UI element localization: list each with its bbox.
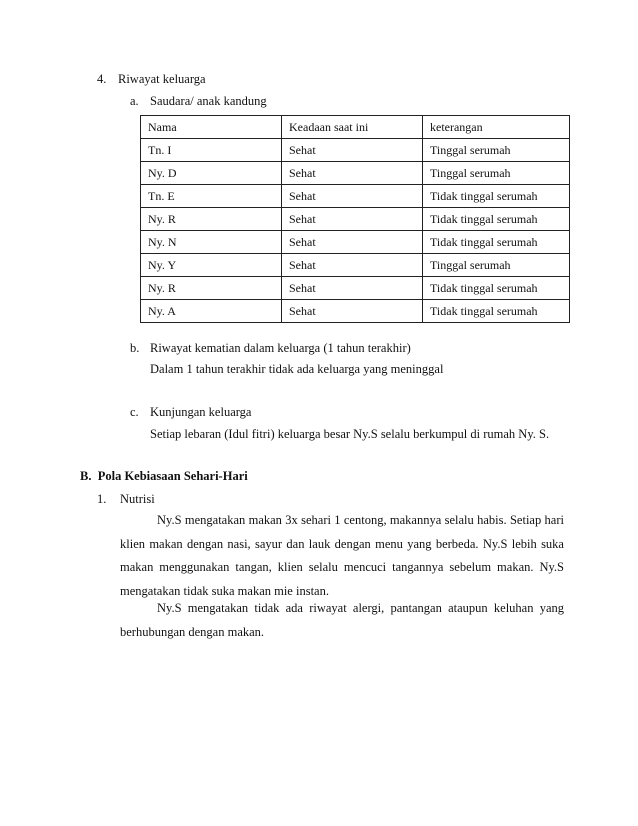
cell-nama: Ny. A — [141, 300, 282, 323]
cell-nama: Ny. R — [141, 208, 282, 231]
cell-keadaan: Sehat — [282, 277, 423, 300]
table-row — [141, 162, 570, 185]
item-c-text: Kunjungan keluarga — [150, 405, 252, 419]
nutrisi-paragraph-2-text: Ny.S mengatakan tidak ada riwayat alergi, pantangan ataupun keluhan yang berhubungan dengan makan. — [120, 601, 564, 639]
cell-nama: Ny. D — [141, 162, 282, 185]
cell-keadaan: Sehat — [282, 185, 423, 208]
cell-keadaan: Sehat — [282, 254, 423, 277]
table-header-row — [141, 116, 570, 139]
cell-keterangan: Tidak tinggal serumah — [423, 185, 570, 208]
nutrisi-paragraph-2 — [120, 597, 564, 644]
table-row — [141, 208, 570, 231]
cell-keterangan: Tidak tinggal serumah — [423, 300, 570, 323]
table-row — [141, 139, 570, 162]
cell-keadaan: Sehat — [282, 208, 423, 231]
cell-keterangan: Tinggal serumah — [423, 254, 570, 277]
item-c-letter: c. — [130, 405, 139, 419]
nutrisi-paragraph-1-text: Ny.S mengatakan makan 3x sehari 1 centong, makannya selalu habis. Setiap hari klien makan dengan nasi, sayur dan lauk dengan menu yang berbeda. Ny.S lebih suka makan menggunakan tangan, klien selalu mencuci tangannya sebelum makan. Ny.S mengatakan tidak suka makan mie instan. — [120, 513, 564, 598]
item-b-detail: Dalam 1 tahun terakhir tidak ada keluarga yang meninggal — [150, 362, 444, 376]
cell-keterangan: Tidak tinggal serumah — [423, 277, 570, 300]
item-1-number: 1. — [97, 492, 107, 506]
cell-keterangan: Tidak tinggal serumah — [423, 231, 570, 254]
nutrisi-paragraph-1 — [120, 509, 564, 603]
cell-keadaan: Sehat — [282, 162, 423, 185]
cell-keterangan: Tidak tinggal serumah — [423, 208, 570, 231]
cell-keadaan: Sehat — [282, 300, 423, 323]
table-row — [141, 277, 570, 300]
family-table — [140, 115, 570, 323]
item-1-title: Nutrisi — [120, 492, 155, 506]
table-row — [141, 300, 570, 323]
cell-nama: Tn. E — [141, 185, 282, 208]
table-row — [141, 254, 570, 277]
item-b-text: Riwayat kematian dalam keluarga (1 tahun terakhir) — [150, 341, 411, 355]
section-4-number: 4. — [97, 72, 107, 86]
header-nama: Nama — [141, 116, 282, 139]
section-4-title: Riwayat keluarga — [118, 72, 206, 86]
cell-nama: Ny. N — [141, 231, 282, 254]
item-a-letter: a. — [130, 94, 139, 108]
cell-keterangan: Tinggal serumah — [423, 139, 570, 162]
item-a-text: Saudara/ anak kandung — [150, 94, 267, 108]
cell-keterangan: Tinggal serumah — [423, 162, 570, 185]
cell-keadaan: Sehat — [282, 231, 423, 254]
header-keterangan: keterangan — [423, 116, 570, 139]
section-b-heading: B. Pola Kebiasaan Sehari-Hari — [80, 469, 248, 483]
item-b-letter: b. — [130, 341, 140, 355]
table-row — [141, 231, 570, 254]
cell-nama: Ny. Y — [141, 254, 282, 277]
cell-nama: Ny. R — [141, 277, 282, 300]
cell-keadaan: Sehat — [282, 139, 423, 162]
item-c-detail: Setiap lebaran (Idul fitri) keluarga besar Ny.S selalu berkumpul di rumah Ny. S. — [150, 427, 550, 441]
header-keadaan: Keadaan saat ini — [282, 116, 423, 139]
table-row — [141, 185, 570, 208]
cell-nama: Tn. I — [141, 139, 282, 162]
